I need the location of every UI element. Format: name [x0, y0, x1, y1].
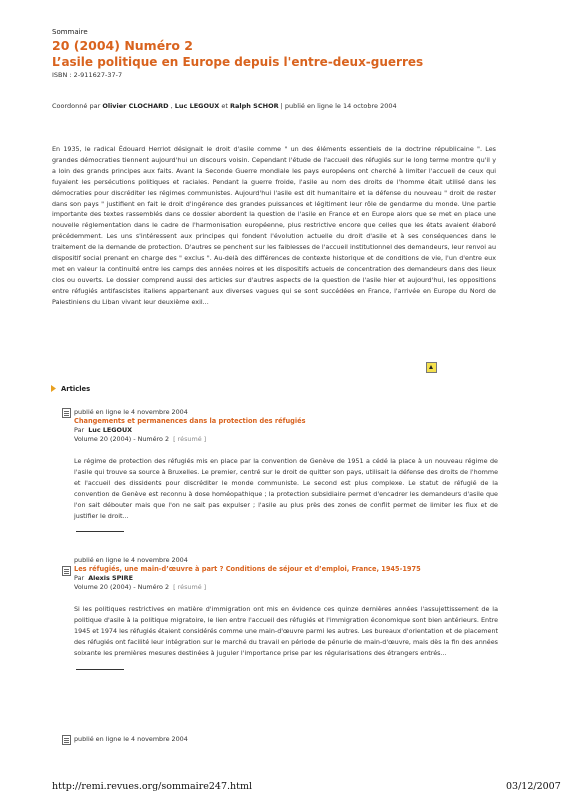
- article-published-top: publié en ligne le 4 novembre 2004: [74, 556, 188, 564]
- publication-date: | publié en ligne le 14 octobre 2004: [278, 102, 397, 110]
- footer-date: 03/12/2007: [506, 781, 561, 792]
- by-label: Par: [74, 426, 85, 434]
- credits: [52, 101, 482, 111]
- article-volume: Volume 20 (2004) - Numéro 2: [74, 583, 170, 591]
- credits-separator: et: [219, 102, 231, 110]
- article-entry: [62, 407, 498, 532]
- issue-title: 20 (2004) Numéro 2: [52, 38, 193, 53]
- divider: [76, 669, 124, 670]
- credits-separator: ,: [168, 102, 175, 110]
- divider: [76, 531, 124, 532]
- author-link[interactable]: Alexis SPIRE: [88, 574, 133, 582]
- resume-link[interactable]: [ résumé ]: [173, 435, 207, 443]
- editor-link-3[interactable]: Ralph SCHOR: [230, 102, 279, 110]
- editor-link-2[interactable]: Luc LEGOUX: [174, 102, 220, 110]
- by-label: Par: [74, 574, 85, 582]
- section-label: Sommaire: [52, 28, 88, 36]
- article-volume: Volume 20 (2004) - Numéro 2: [74, 435, 170, 443]
- article-published: publié en ligne le 4 novembre 2004: [74, 408, 188, 416]
- footer-url: http://remi.revues.org/sommaire247.html: [52, 781, 252, 792]
- article-entry: [62, 556, 498, 670]
- article-summary: Si les politiques restrictives en matière d'immigration ont mis en évidence ces quinze dernières années l'assujettissement de la politique d'asile à la politique migratoire, le lien entre l'accueil des réfugiés et l'immigration économique sont bien antérieurs. Entre 1945 et 1974 les réfugiés étaient considérés comme une main-d'œuvre parmi les autres. Les bureaux d'orientation et de placement des réfugiés ont facilité leur intégration sur le marché du travail en période de pénurie de main-d'œuvre, mais dès la fin des années soixante les premières mesures destinées à juguler l'importance prise par les régularisations des étrangers entrés...: [74, 605, 498, 657]
- articles-bullet-icon: [50, 384, 58, 393]
- article-title-link[interactable]: Changements et permanences dans la protection des réfugiés: [74, 417, 306, 425]
- article-published: publié en ligne le 4 novembre 2004: [74, 735, 188, 743]
- article-doc-icon[interactable]: [62, 408, 71, 418]
- article-doc-icon[interactable]: [62, 566, 71, 576]
- back-to-top-icon[interactable]: [426, 362, 437, 373]
- author-link[interactable]: Luc LEGOUX: [88, 426, 133, 434]
- issue-abstract: En 1935, le radical Édouard Herriot désignait le droit d'asile comme " un des éléments essentiels de la doctrine républicaine ". Les grandes démocraties tiennent aujourd'hui un discours voisin. Cependant l'étude de l'accueil des réfugiés sur le long terme montre qu'il y a loin des grands principes aux faits. Avant la Seconde Guerre mondiale les pays européens ont cherché à limiter l'accueil de ceux qui fuyaient les persécutions politiques et raciales. Pendant la guerre froide, l'asile au nom des droits de l'homme était utilisé dans les démocraties pour discréditer les régimes communistes. Aujourd'hui l'asile est dit humanitaire et la défense du nouveau " droit de rester dans son pays " justifient en fait le droit d'ingérence des grandes puissances et légitiment leur rôle de gendarme du monde. Une partie importante des textes rassemblés dans ce dossier abordent la question de l'asile en France et en Europe alors que se met en place une nouvelle réglementation dans le cadre de l'harmonisation européenne, plus restrictive encore que celles que les états avaient élaboré précédemment. Les uns s'intéressent aux principes qui fondent l'évolution actuelle du droit d'asile et à ses conséquences dans le traitement de la demande de protection. D'autres se penchent sur les faiblesses de l'accueil institutionnel des demandeurs, leur renvoi au dispositif social prenant en charge des " exclus ". Au-delà des différences de contexte historique et de conditions de vie, l'un d'entre eux met en valeur la continuité entre les camps des années noires et les dispositifs actuels de concentration des demandeurs dans des lieux clos ou ouverts. Le dossier comprend aussi des articles sur d'autres aspects de la question de l'asile hier et aujourd'hui, les oppositions entre réfugiés antifascistes italiens appartenant aux diverses vagues qui se sont succédées en France, l'arrivée en Europe du Nord de Palestiniens du Liban vivant leur deuxième exil...: [52, 145, 496, 306]
- article-title-link[interactable]: Les réfugiés, une main-d’œuvre à part ? Conditions de séjour et d’emploi, France, 1945-1975: [74, 565, 421, 573]
- article-entry: [62, 734, 498, 744]
- page-title: L’asile politique en Europe depuis l'entre-deux-guerres: [52, 55, 424, 69]
- credits-prefix: Coordonné par: [52, 102, 101, 110]
- resume-link[interactable]: [ résumé ]: [173, 583, 207, 591]
- article-summary: Le régime de protection des réfugiés mis en place par la convention de Genève de 1951 a cédé la place à un nouveau régime de l'asile qui trouve sa source à Bruxelles. Le premier, centré sur le droit de quitter son pays, utilisait la défense des droits de l'homme et l'accueil des dissidents pour discréditer le monde communiste. Le second est plus complexe. Le statut de réfugié de la convention de Genève est reconnu à dose homéopathique ; la protection subsidiaire permet d'encadrer les demandeurs d'asile que l'on sait débouter mais que l'on ne sait pas expulser ; l'asile au plus près des zones de conflit permet de limiter les flux et de justifier le droit...: [74, 457, 498, 520]
- articles-heading: Articles: [61, 385, 91, 393]
- editor-link-1[interactable]: Olivier CLOCHARD: [102, 102, 169, 110]
- isbn: ISBN : 2-911627-37-7: [52, 71, 123, 79]
- article-doc-icon[interactable]: [62, 735, 71, 745]
